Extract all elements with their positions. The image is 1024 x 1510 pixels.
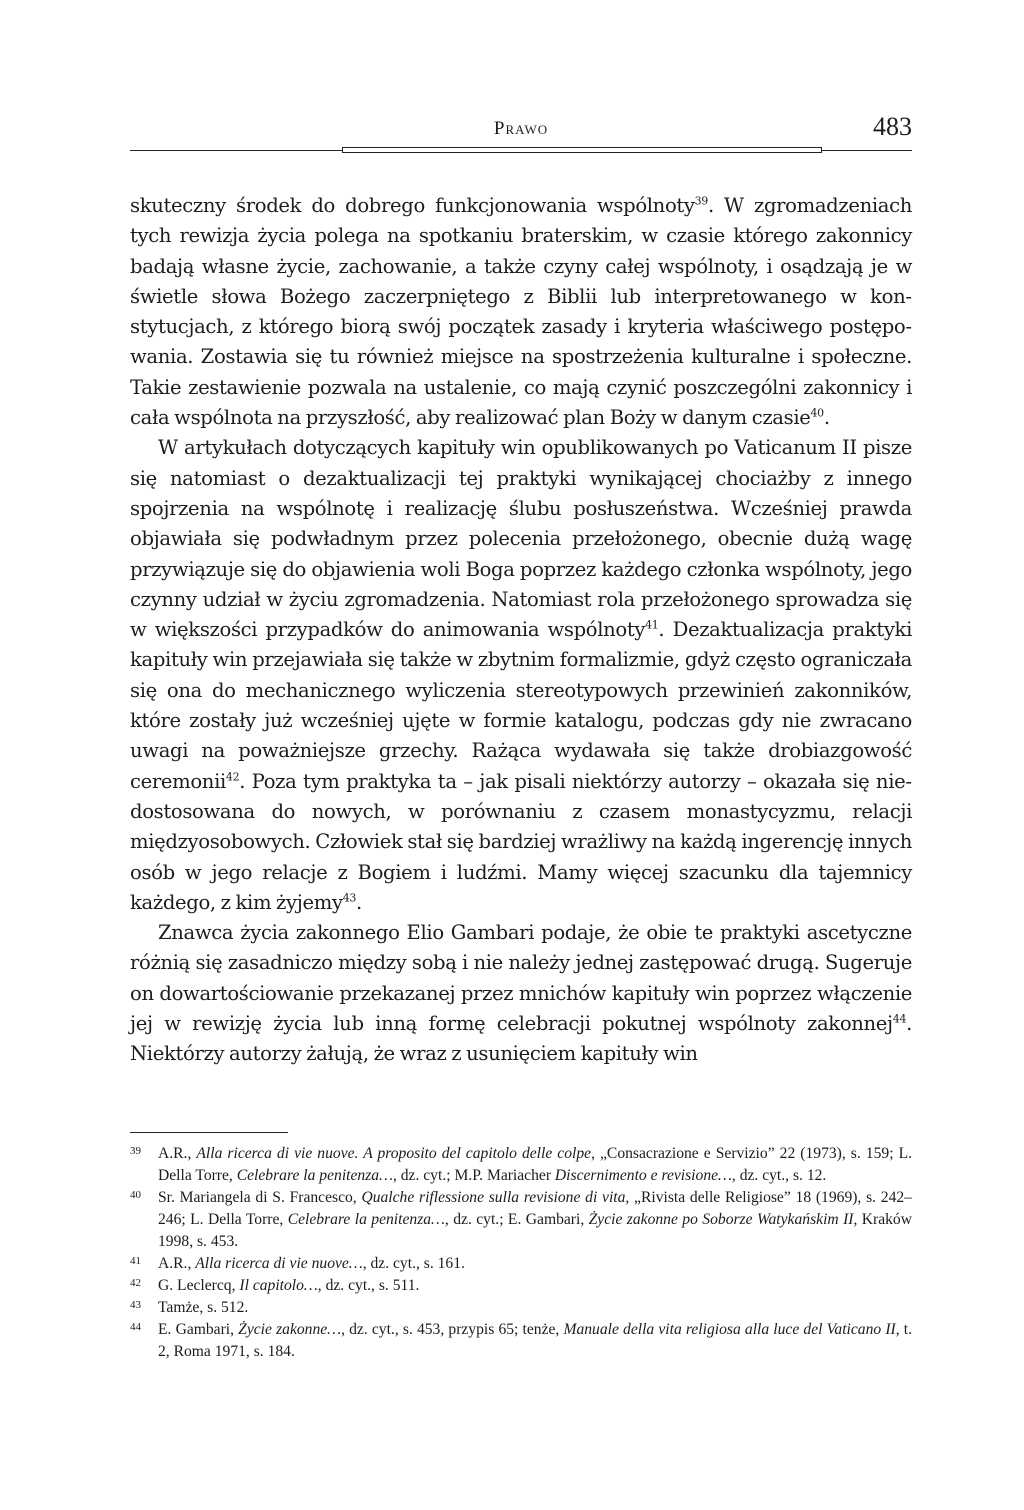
footnote-number: 41 — [130, 1255, 141, 1267]
text-run: . — [356, 890, 362, 914]
footnote-text — [158, 1255, 465, 1272]
body-paragraph — [130, 433, 912, 918]
italic-title: Celebrare la penitenza… — [287, 1211, 445, 1228]
italic-title: Alla ricerca di vie nuove… — [195, 1255, 363, 1272]
text-run: . Niektórzy autorzy żałują, że wraz z usunięciem kapituły win — [130, 1012, 912, 1066]
text-run: . W zgromadzeniach tych rewizja życia polega na spotkaniu braterskim, w czasie którego zakonnicy badają własne życie, zachowanie, a także czyny całej wspólnoty, i osądzają je w świetle słowa Bożego zaczerpniętego z Biblii lub interpretowanego w konstytucjach, z którego biorą swój początek zasady i kryteria właściwego postępowania. Zostawia się tu również miejsce na spostrzeżenia kulturalne i społeczne. Takie zestawienie pozwala na ustalenie, co mają czynić poszczególni zakonnicy i cała wspólnota na przyszłość, aby realizować plan Boży w danym czasie — [130, 194, 912, 430]
footnote-number: 42 — [130, 1277, 141, 1289]
footnote — [130, 1143, 912, 1187]
running-header — [130, 112, 912, 156]
italic-title: Życie zakonne po Soborze Watykańskim II — [588, 1211, 854, 1228]
footnote-text — [158, 1299, 248, 1316]
body-paragraph — [130, 918, 912, 1069]
italic-title: Il capitolo… — [239, 1277, 318, 1294]
footnotes — [130, 1143, 912, 1363]
footnote-separator — [130, 1132, 288, 1133]
footnote-text — [158, 1277, 419, 1294]
text-run: . Dezaktualizacja praktyki kapituły win przejawiała się także w zbytnim formalizmie, gdyż często ograniczała się ona do mechanicznego wyliczenia stereotypowych przewinień zakonników, które zostały już wcześniej ujęte w formie katalogu, podczas gdy nie zwracano uwagi na poważniejsze grzechy. Rażąca wydawała się także drobiazgowość ceremonii — [130, 618, 913, 793]
footnote-reference[interactable]: 44 — [892, 1012, 907, 1026]
text-run: E. Gambari, — [158, 1321, 239, 1338]
text-run: , Kraków 1998, s. 453. — [158, 1211, 912, 1250]
footnote-text — [158, 1145, 912, 1184]
text-run: Znawca życia zakonnego Elio Gambari podaje, że obie te praktyki ascetyczne różnią się zasadniczo między sobą i nie należy jednej zastępować drugą. Sugeruje on dowartościowanie przekazanej przez mnichów kapituły win poprzez włączenie jej w rewizję życia lub inną formę celebracji pokutnej wspólnoty zakonnej — [130, 921, 912, 1036]
text-run: G. Leclercq, — [158, 1277, 240, 1294]
text-run: Tamże, s. 512. — [158, 1299, 249, 1316]
text-run: , dz. cyt., s. 511. — [317, 1277, 420, 1294]
text-run: W artykułach dotyczących kapituły win opublikowanych po Vaticanum II pisze się natomiast o dezaktualizacji tej praktyki wynikającej chociażby z innego spojrzenia na wspólnotę i realizację ślubu posłuszeństwa. Wcześniej prawda objawiała się podwładnym przez polecenia przełożonego, obecnie dużą wagę przywiązuje się do objawienia woli Boga poprzez każdego członka wspólnoty, jego czynny udział w życiu zgromadzenia. Natomiast rola przełożonego sprowadza się w większości przypadków do animowania wspólnoty — [130, 436, 912, 642]
main-text — [130, 191, 912, 1070]
text-run: , t. 2, Roma 1971, s. 184. — [158, 1321, 912, 1360]
text-run: , dz. cyt., s. 12. — [731, 1167, 827, 1184]
footnote-reference[interactable]: 42 — [225, 770, 240, 784]
footnote-reference[interactable]: 43 — [342, 891, 356, 905]
footnote-number: 40 — [130, 1189, 141, 1201]
footnote-number: 39 — [130, 1145, 141, 1157]
footnote-text — [158, 1321, 912, 1360]
footnote — [130, 1187, 912, 1253]
text-run: skuteczny środek do dobrego funkcjonowania wspólnoty — [130, 194, 695, 217]
footnote — [130, 1297, 912, 1319]
page-number: 483 — [873, 112, 912, 141]
italic-title: Alla ricerca di vie nuove. A proposito del capitolo delle colpe — [196, 1145, 592, 1162]
text-run: , dz. cyt.; M.P. Mariacher — [392, 1167, 555, 1184]
italic-title: Discernimento e revisione… — [554, 1167, 732, 1184]
footnote — [130, 1275, 912, 1297]
text-run: . — [823, 406, 830, 430]
italic-title: Celebrare la penitenza… — [236, 1167, 393, 1184]
text-run: A.R., — [158, 1145, 197, 1162]
italic-title: Manuale della vita religiosa alla luce del Vaticano II — [563, 1321, 896, 1338]
text-run: , dz. cyt.; E. Gambari, — [444, 1211, 589, 1228]
footnote — [130, 1319, 912, 1363]
footnote — [130, 1253, 912, 1275]
footnote-reference[interactable]: 41 — [645, 618, 659, 632]
italic-title: Qualche riflessione sulla revisione di vita — [361, 1189, 626, 1206]
running-title: Prawo — [493, 118, 549, 139]
body-paragraph — [130, 191, 912, 433]
text-run: , dz. cyt., s. 161. — [362, 1255, 465, 1272]
footnote-reference[interactable]: 40 — [810, 406, 824, 420]
footnote-text — [158, 1189, 912, 1250]
text-run: , „Consacrazione e Servizio” 22 (1973), s. 159; L. Della Torre, — [158, 1145, 912, 1184]
footnote-number: 43 — [130, 1299, 141, 1311]
text-run: Sr. Mariangela di S. Francesco, — [158, 1189, 362, 1206]
text-run: , „Rivista delle Religiose” 18 (1969), s. 242–246; L. Della Torre, — [158, 1189, 912, 1228]
text-run: A.R., — [158, 1255, 196, 1272]
header-rule-ornament — [342, 147, 822, 153]
footnote-reference[interactable]: 39 — [694, 194, 708, 208]
text-run: , dz. cyt., s. 453, przypis 65; tenże, — [341, 1321, 564, 1338]
text-run: . Poza tym praktyka ta – jak pisali niektórzy autorzy – okazała się niedostosowana do nowych, w porównaniu z czasem monastycyzmu, relacji międzyosobowych. Człowiek stał się bardziej wrażliwy na każdą ingerencję innych osób w jego relacje z Bogiem i ludźmi. Mamy więcej szacunku dla tajemnicy każdego, z kim żyjemy — [130, 769, 913, 914]
footnote-number: 44 — [130, 1321, 141, 1333]
italic-title: Życie zakonne… — [238, 1321, 342, 1338]
